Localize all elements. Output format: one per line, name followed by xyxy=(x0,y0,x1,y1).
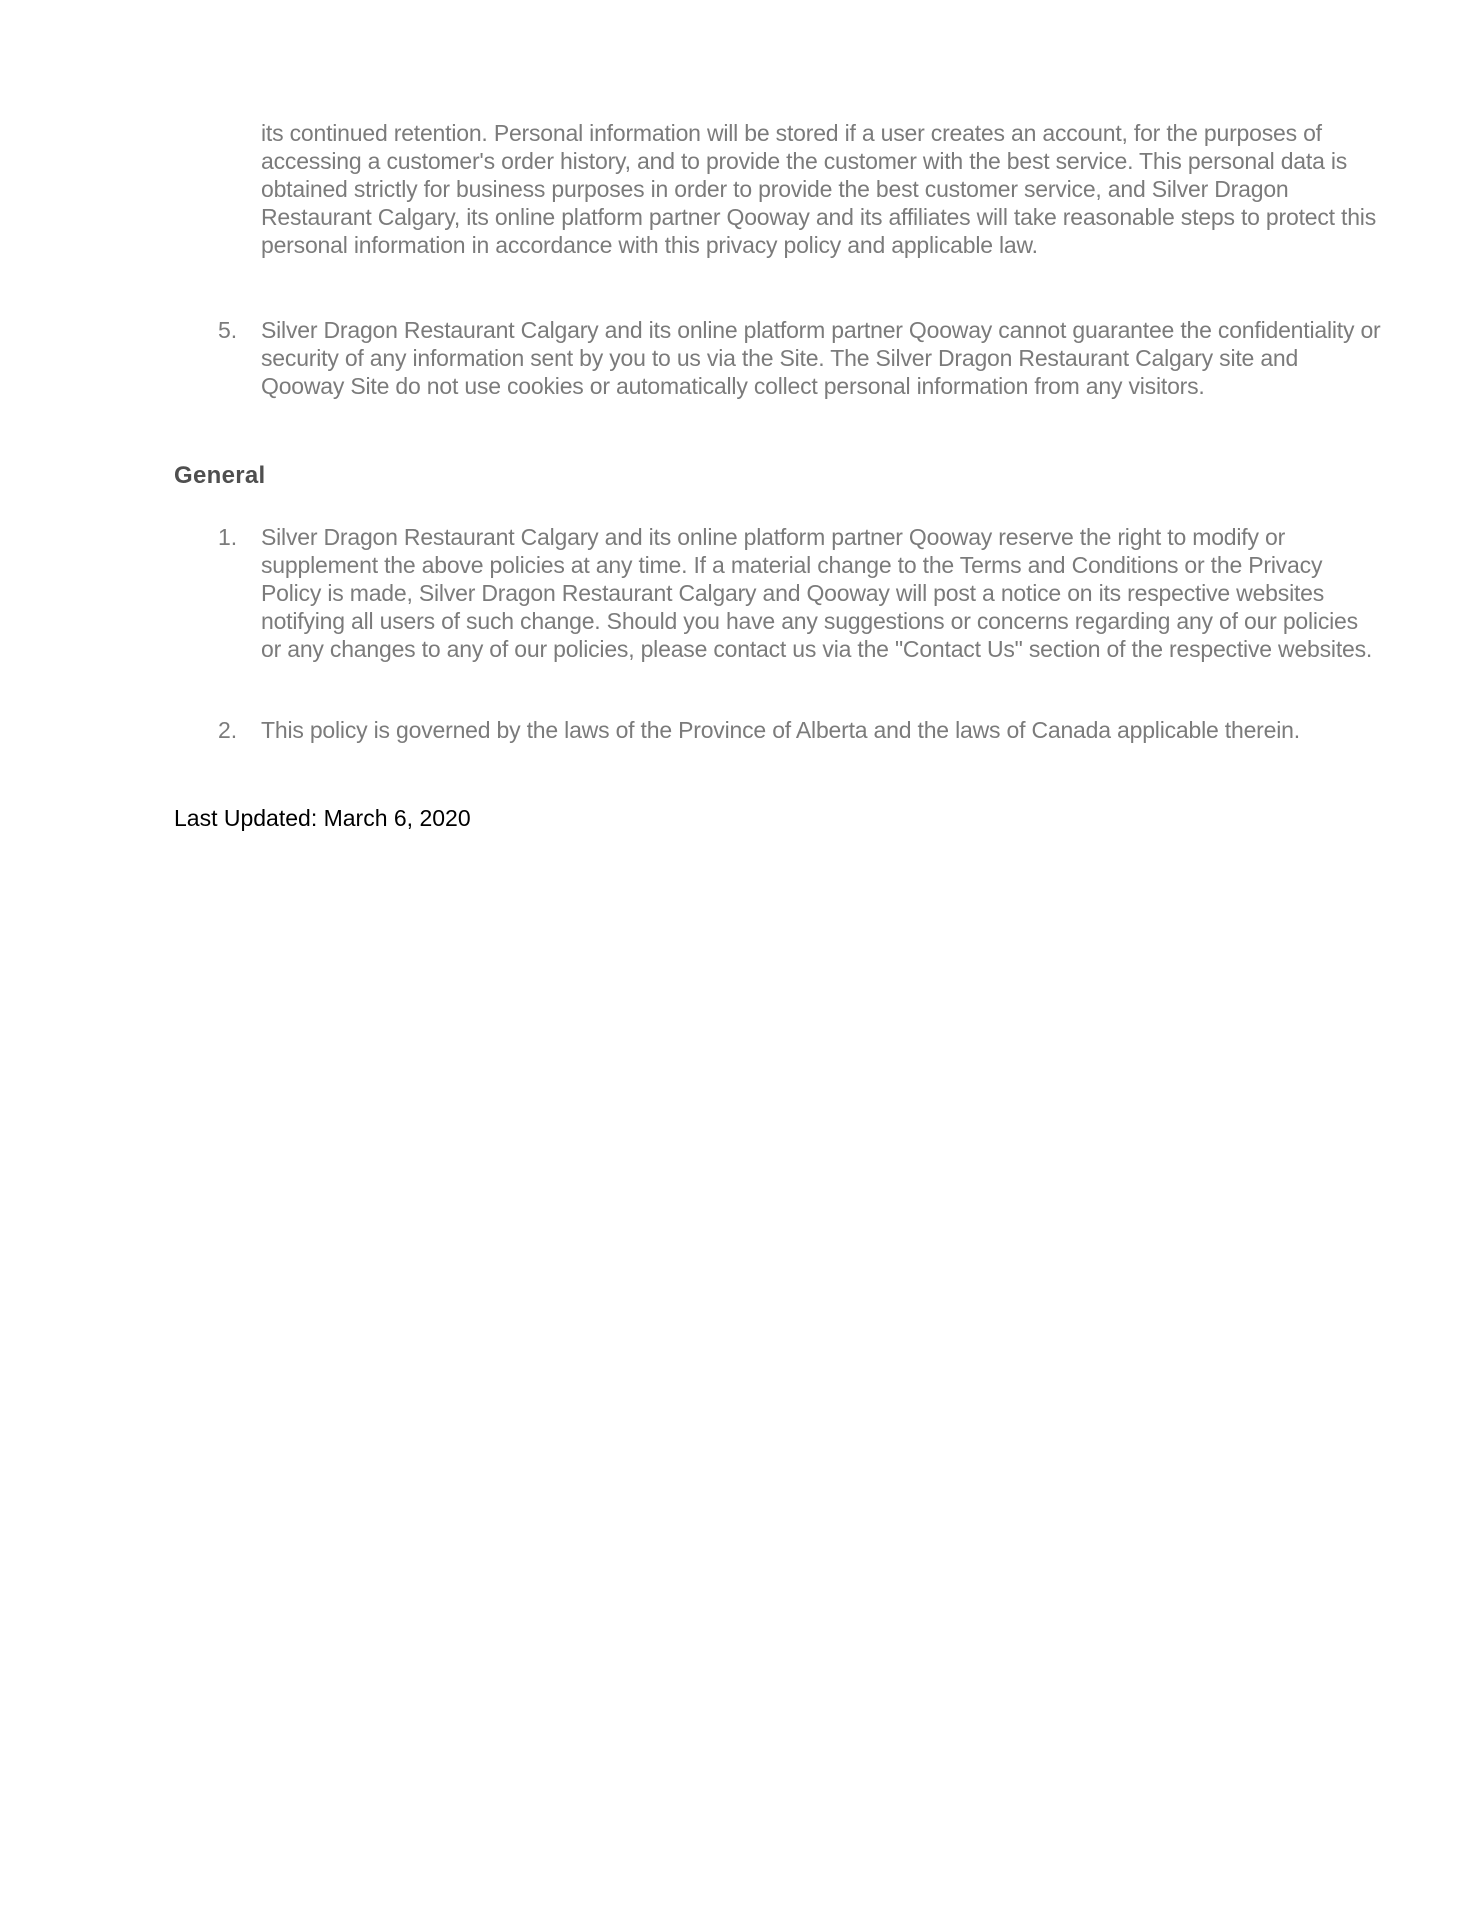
list-item-text: Silver Dragon Restaurant Calgary and its online platform partner Qooway reserve the right to modify or supplement the above policies at any time. If a material change to the Terms and Conditions or the Privacy Policy is made, Silver Dragon Restaurant Calgary and Qooway will post a notice on its respective websites notifying all users of such change. Should you have any suggestions or concerns regarding any of our policies or any changes to any of our policies, please contact us via the "Contact Us" section of the respective websites. xyxy=(261,524,1373,662)
last-updated-date: Last Updated: March 6, 2020 xyxy=(174,805,471,831)
continued-paragraph: its continued retention. Personal information will be stored if a user creates an account, for the purposes of accessing a customer's order history, and to provide the customer with the best service. This personal data is obtained strictly for business purposes in order to provide the best customer service, and Silver Dragon Restaurant Calgary, its online platform partner Qooway and its affiliates will take reasonable steps to protect this personal information in accordance with this privacy policy and applicable law. xyxy=(261,120,1377,258)
list-item-number: 1. xyxy=(218,524,238,550)
list-item-number: 2. xyxy=(218,717,238,743)
list-item-number: 5. xyxy=(218,317,238,343)
list-item-text: This policy is governed by the laws of the Province of Alberta and the laws of Canada applicable therein. xyxy=(261,717,1300,743)
section-heading-general: General xyxy=(174,462,266,489)
list-item-text: Silver Dragon Restaurant Calgary and its online platform partner Qooway cannot guarantee the confidentiality or security of any information sent by you to us via the Site. The Silver Dragon Restaurant Calgary site and Qooway Site do not use cookies or automatically collect personal information from any visitors. xyxy=(261,317,1381,399)
